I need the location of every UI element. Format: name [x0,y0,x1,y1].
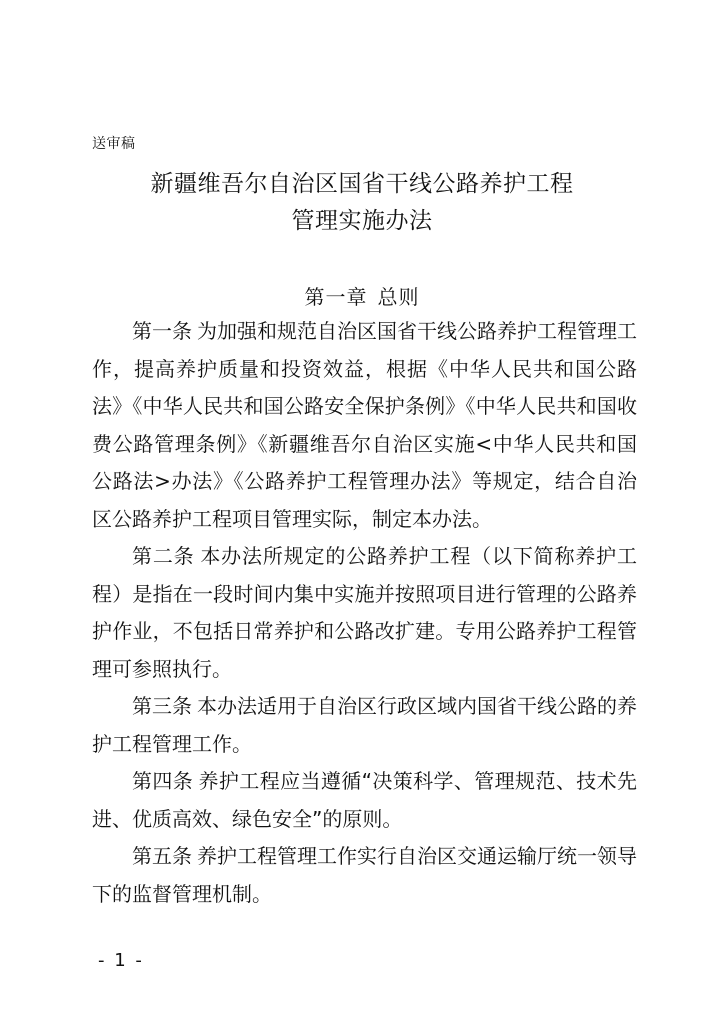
article-id: 第五条 [132,844,192,868]
article-id: 第一条 [132,319,192,343]
article-id: 第三条 [132,694,192,718]
chapter-heading [0,283,724,311]
article-paragraph [92,763,637,838]
article-text: 养护工程应当遵循“决策科学、管理规范、技术先进、优质高效、绿色安全”的原则。 [92,769,637,831]
article-paragraph [92,313,637,538]
document-body [92,313,637,913]
page-number: - 1 - [98,950,144,971]
article-text: 本办法所规定的公路养护工程（以下简称养护工程）是指在一段时间内集中实施并按照项目进行管理的公路养护作业，不包括日常养护和公路改扩建。专用公路养护工程管理可参照执行。 [92,544,637,681]
article-paragraph [92,838,637,913]
article-id: 第二条 [132,544,195,568]
article-paragraph [92,688,637,763]
document-title-line-2: 管理实施办法 [291,208,433,234]
article-text: 本办法适用于自治区行政区域内国省干线公路的养护工程管理工作。 [92,694,637,756]
document-title-line-1: 新疆维吾尔自治区国省干线公路养护工程 [150,171,574,197]
article-id: 第四条 [132,769,194,793]
chapter-name: 总则 [377,285,420,309]
draft-label: 送审稿 [92,136,136,152]
article-text: 养护工程管理工作实行自治区交通运输厅统一领导下的监督管理机制。 [92,844,637,906]
article-text: 为加强和规范自治区国省干线公路养护工程管理工作，提高养护质量和投资效益，根据《中华人民共和国公路法》《中华人民共和国公路安全保护条例》《中华人民共和国收费公路管理条例》《新疆维吾尔自治区实施<中华人民共和国公路法>办法》《公路养护工程管理办法》等规定，结合自治区公路养护工程项目管理实际，制定本办法。 [92,319,637,531]
article-paragraph [92,538,637,688]
chapter-number: 第一章 [304,285,368,309]
